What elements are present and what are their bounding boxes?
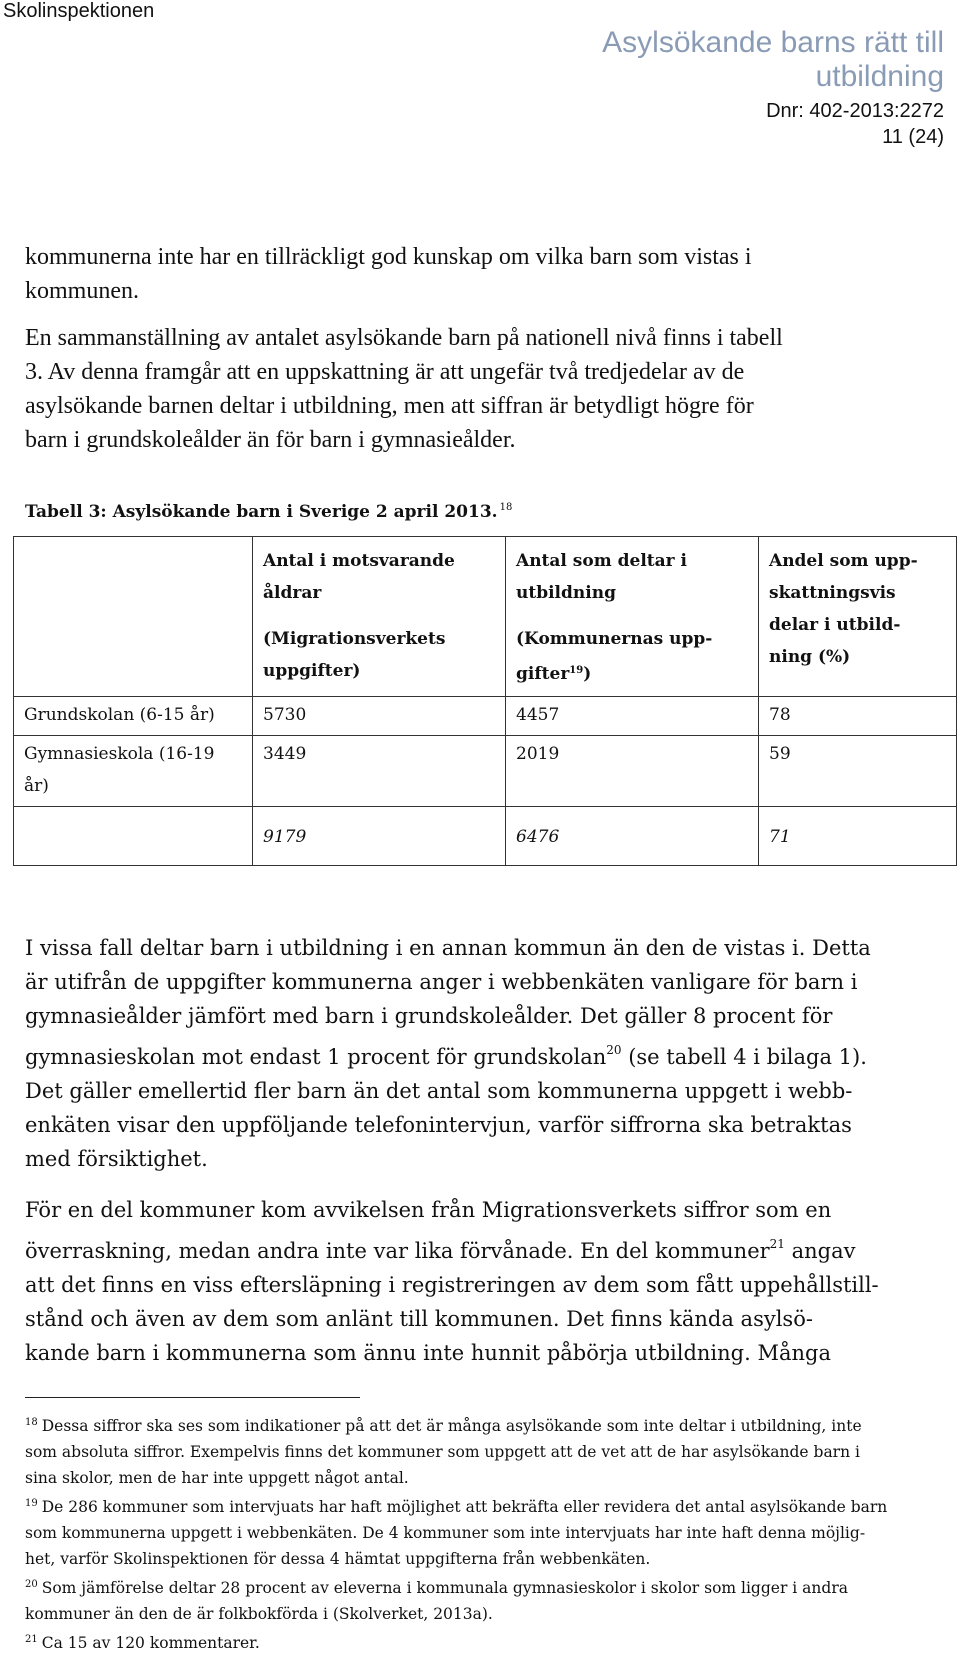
header-text: (Migrationsverkets	[263, 629, 446, 649]
footnote-ref: 21	[769, 1237, 785, 1251]
body-line	[25, 1033, 950, 1074]
total-count-education: 6476	[506, 807, 759, 866]
body-line: stånd och även av dem som anlänt till kommunen. Det finns kända asylsö-	[25, 1307, 813, 1331]
body-line	[25, 1227, 950, 1268]
total-count-ages: 9179	[253, 807, 506, 866]
footnote-text: Dessa siffror ska ses som indikationer på att det är många asylsökande som inte deltar i utbildning, inte	[41, 1417, 862, 1435]
header-text: Antal som deltar i	[516, 551, 687, 571]
body-line: att det finns en viss eftersläpning i registreringen av dem som fått uppehållstill-	[25, 1273, 879, 1297]
footnote-text: Som jämförelse deltar 28 procent av eleverna i kommunala gymnasieskolor i skolor som ligger i andra	[41, 1579, 848, 1597]
asylum-children-table	[13, 536, 957, 866]
table-caption	[25, 502, 512, 522]
row-label-text: år)	[24, 776, 49, 796]
body-line: enkäten visar den uppföljande telefonintervjun, varför siffrorna ska betraktas	[25, 1113, 852, 1137]
intro-line: En sammanställning av antalet asylsökande barn på nationell nivå finns i tabell	[25, 325, 783, 351]
cell-count-ages: 5730	[253, 697, 506, 736]
body-line: För en del kommuner kom avvikelsen från Migrationsverkets siffror som en	[25, 1198, 832, 1222]
cell-count-ages: 3449	[253, 736, 506, 807]
document-title-line-2: utbildning	[815, 60, 944, 93]
header-text: skattningsvis	[769, 583, 896, 603]
row-label-text: Gymnasieskola (16-19	[24, 744, 215, 764]
header-cell-share	[759, 537, 957, 697]
total-label-empty	[14, 807, 253, 866]
cell-share: 78	[759, 697, 957, 736]
footnote-ref: 20	[606, 1043, 622, 1057]
intro-line: kommunen.	[25, 278, 139, 304]
header-text-part: gifter	[516, 664, 570, 684]
row-label	[14, 697, 253, 736]
footnote-separator	[25, 1397, 360, 1398]
footnote-text: Ca 15 av 120 kommentarer.	[41, 1634, 260, 1652]
table-caption-text: Tabell 3: Asylsökande barn i Sverige 2 april 2013.	[25, 502, 498, 522]
footnote-number: 20	[25, 1579, 38, 1590]
footnote-number: 21	[25, 1634, 38, 1645]
intro-text	[25, 240, 940, 308]
header-text: (Kommunernas upp-	[516, 629, 713, 649]
cell-share: 59	[759, 736, 957, 807]
footnote-line: het, varför Skolinspektionen för dessa 4 hämtat uppgifterna från webbenkäten.	[25, 1550, 651, 1568]
registration-number: Dnr: 402-2013:2272	[766, 100, 944, 122]
body-line: gymnasieålder jämfört med barn i grundskoleålder. Det gäller 8 procent för	[25, 1004, 833, 1028]
footnote-number: 18	[25, 1417, 38, 1428]
body-line: Det gäller emellertid fler barn än det antal som kommunerna uppgett i webb-	[25, 1079, 853, 1103]
footnote-ref: 19	[569, 665, 584, 676]
row-label-text: Grundskolan (6-15 år)	[24, 705, 215, 725]
body-line: med försiktighet.	[25, 1147, 208, 1171]
header-text: åldrar	[263, 583, 322, 603]
cell-count-education: 2019	[506, 736, 759, 807]
row-label	[14, 736, 253, 807]
header-text: ning (%)	[769, 647, 851, 667]
header-text: utbildning	[516, 583, 616, 603]
intro-line: asylsökande barnen deltar i utbildning, men att siffran är betydligt högre för	[25, 393, 754, 419]
header-spacer	[263, 609, 495, 623]
intro-line: kommunerna inte har en tillräckligt god kunskap om vilka barn som vistas i	[25, 244, 752, 270]
header-text: Antal i motsvarande	[263, 551, 455, 571]
header-cell-empty	[14, 537, 253, 697]
footnote-line: som absoluta siffror. Exempelvis finns det kommuner som uppgett att de vet att de har asylsökande barn i	[25, 1443, 860, 1461]
footnote-ref: 18	[499, 502, 513, 513]
intro-line: barn i grundskoleålder än för barn i gymnasieålder.	[25, 427, 516, 453]
body-text: (se tabell 4 i bilaga 1).	[621, 1045, 867, 1069]
organization-name: Skolinspektionen	[3, 0, 155, 22]
footnote-line	[25, 1572, 945, 1601]
document-header	[602, 26, 944, 150]
footnote-text: De 286 kommuner som intervjuats har haft möjlighet att bekräfta eller revidera det antal asylsökande barn	[41, 1498, 888, 1516]
header-spacer	[516, 609, 748, 623]
page-number: 11 (24)	[882, 126, 944, 148]
header-text: Andel som upp-	[769, 551, 918, 571]
footnote-line: som kommunerna uppgett i webbenkäten. De 4 kommuner som inte intervjuats har inte haft denna möjlig-	[25, 1524, 866, 1542]
header-cell-count-ages	[253, 537, 506, 697]
body-line: kande barn i kommunerna som ännu inte hunnit påbörja utbildning. Många	[25, 1341, 831, 1365]
body-text: överraskning, medan andra inte var lika förvånade. En del kommuner	[25, 1239, 770, 1263]
table-total-row	[14, 807, 957, 866]
footnote-line: sina skolor, men de har inte uppgett något antal.	[25, 1469, 409, 1487]
document-title-line-1: Asylsökande barns rätt till	[602, 26, 944, 59]
header-text: delar i utbild-	[769, 615, 901, 635]
body-text: gymnasieskolan mot endast 1 procent för grundskolan	[25, 1045, 607, 1069]
table-row	[14, 736, 957, 807]
footnote-line	[25, 1491, 945, 1520]
total-share: 71	[759, 807, 957, 866]
document-title	[602, 26, 944, 94]
body-paragraph-1	[25, 931, 950, 1176]
footnote-number: 19	[25, 1498, 38, 1509]
body-line: är utifrån de uppgifter kommunerna anger i webbenkäten vanligare för barn i	[25, 970, 858, 994]
footnotes	[25, 1410, 945, 1656]
intro-line: 3. Av denna framgår att en uppskattning är att ungefär två tredjedelar av de	[25, 359, 745, 385]
body-text: angav	[784, 1239, 856, 1263]
body-line: I vissa fall deltar barn i utbildning i en annan kommun än den de vistas i. Detta	[25, 936, 871, 960]
intro-paragraph	[25, 321, 940, 457]
header-cell-count-education	[506, 537, 759, 697]
cell-count-education: 4457	[506, 697, 759, 736]
header-text-part: )	[583, 664, 592, 684]
body-paragraph-2	[25, 1193, 950, 1370]
table-header-row	[14, 537, 957, 697]
footnote-line	[25, 1410, 945, 1439]
footnote-line: kommuner än den de är folkbokförda i (Skolverket, 2013a).	[25, 1605, 493, 1623]
table-row	[14, 697, 957, 736]
header-text: uppgifter)	[263, 661, 361, 681]
footnote-line	[25, 1627, 945, 1656]
header-text	[516, 655, 748, 690]
